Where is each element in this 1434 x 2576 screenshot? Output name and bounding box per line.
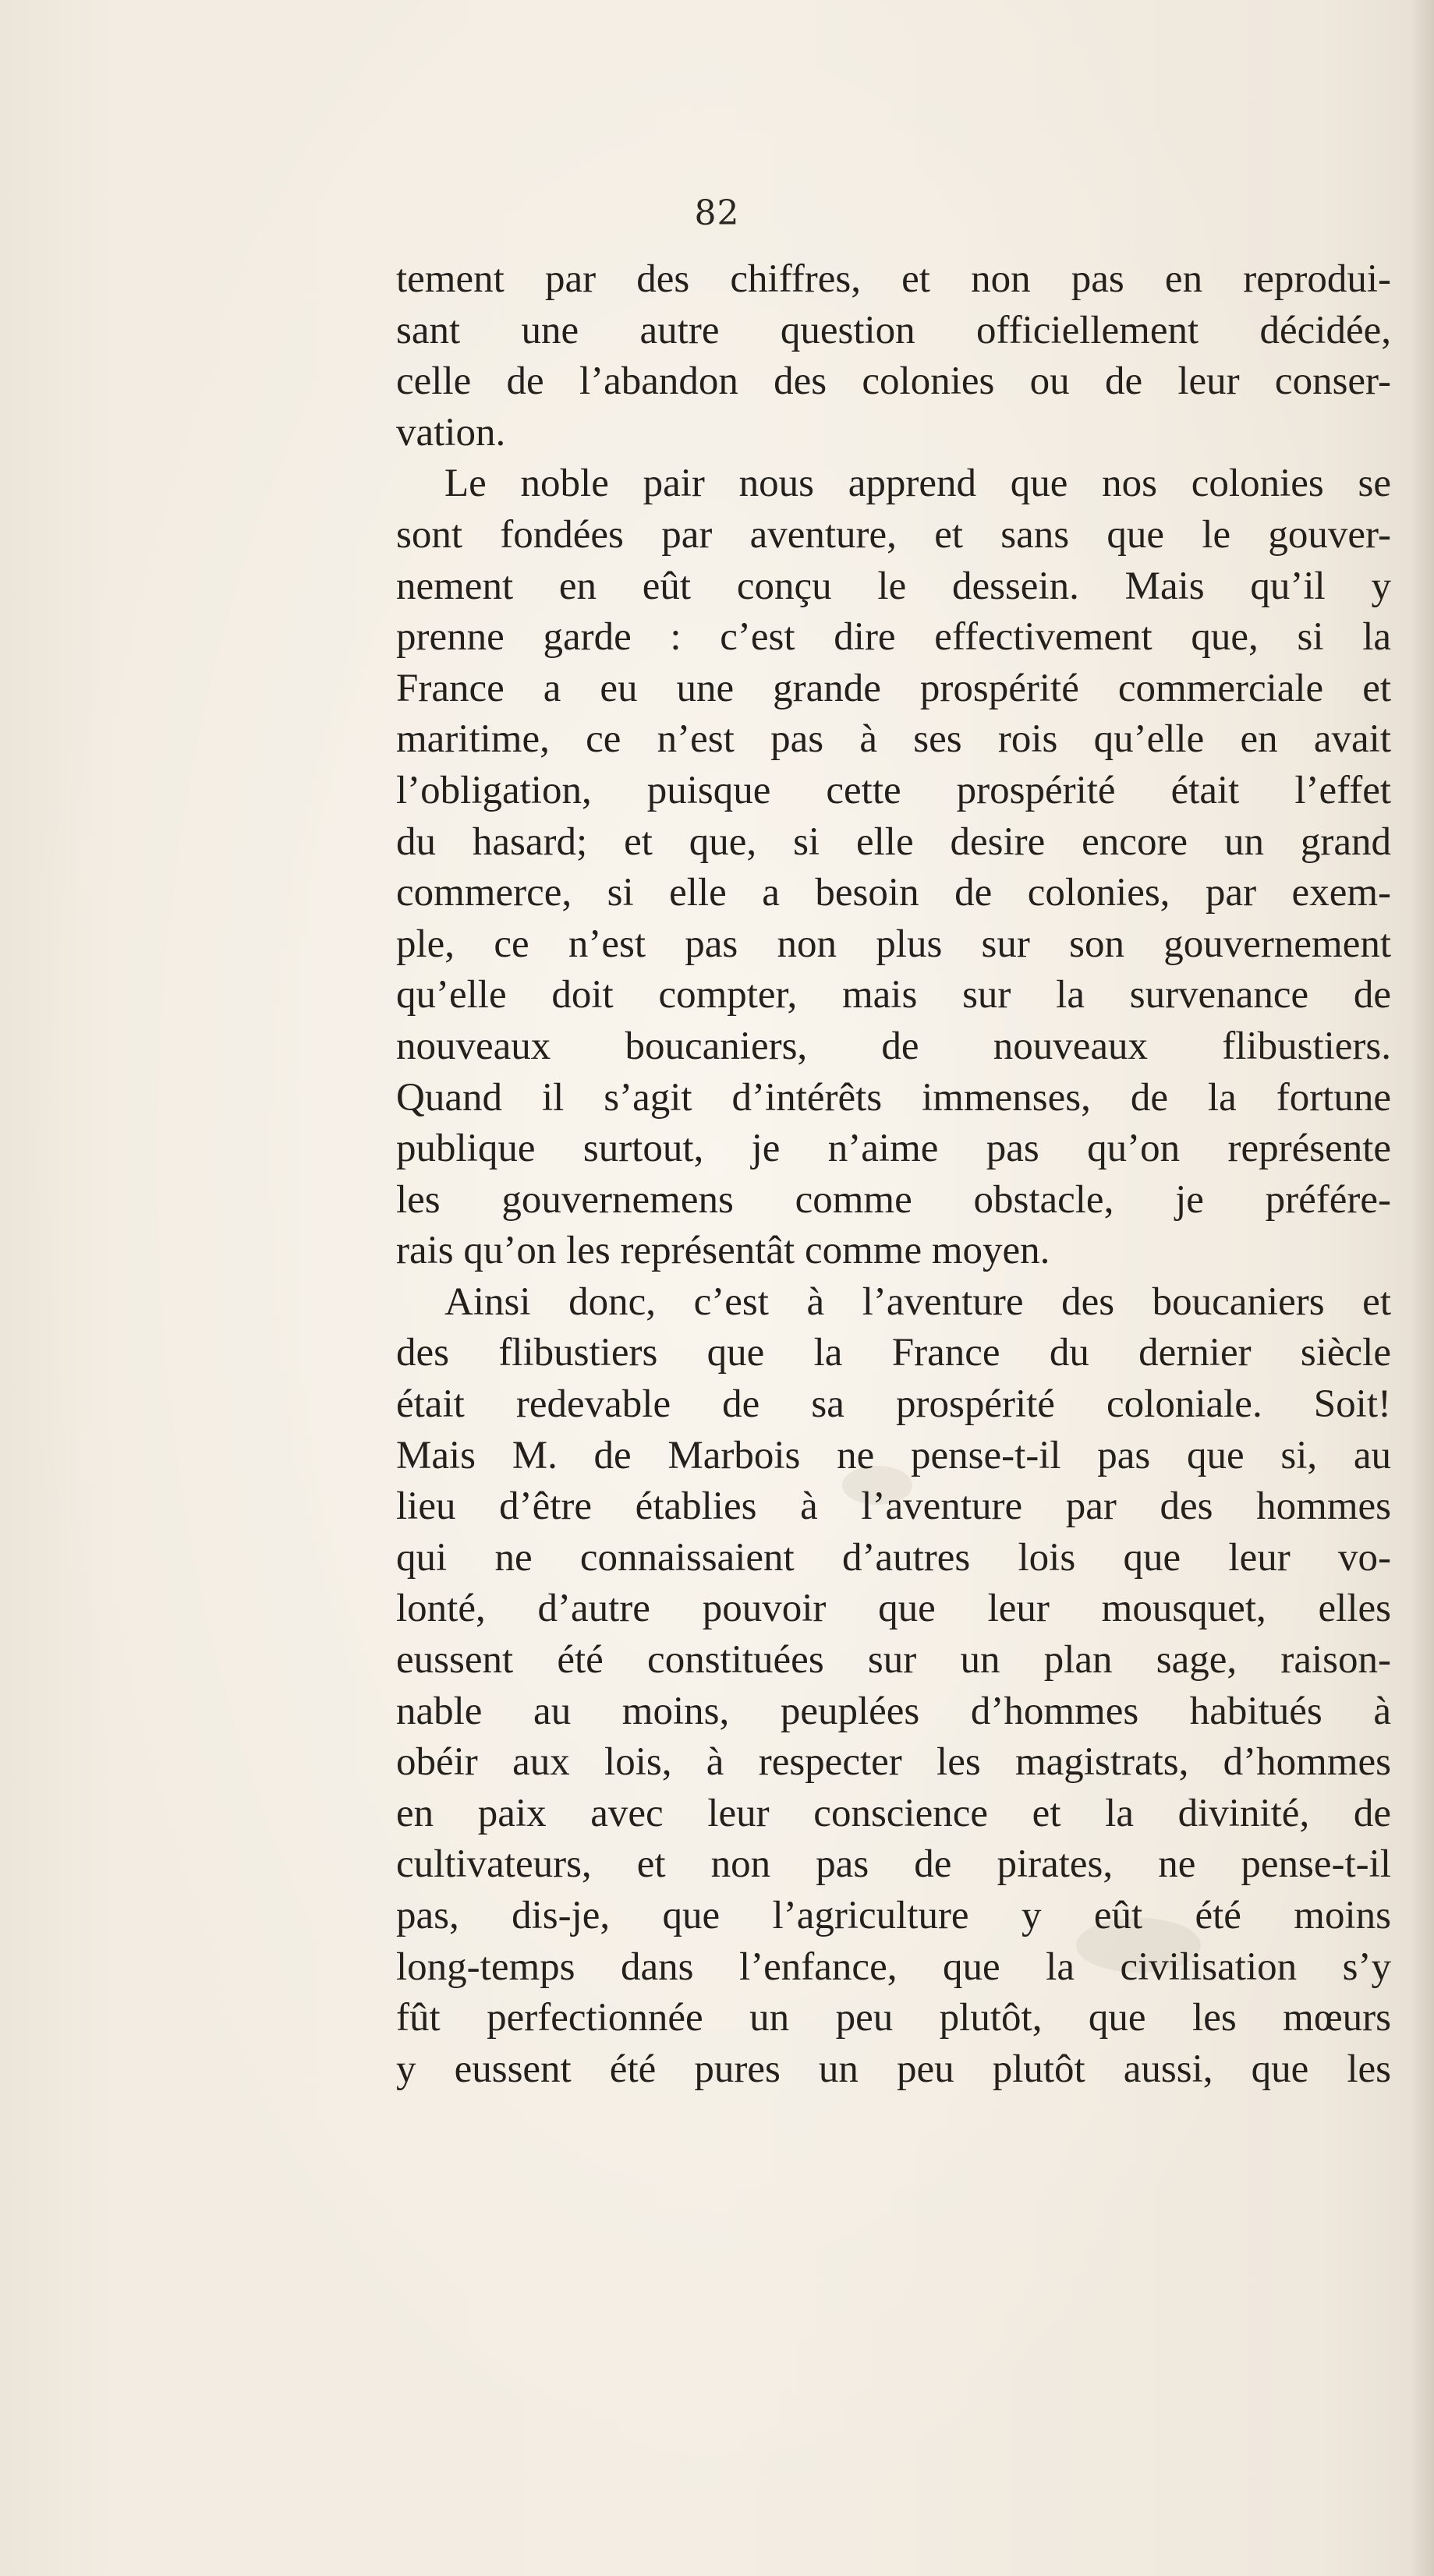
text-line: les gouvernemens comme obstacle, je préfére- xyxy=(396,1177,1391,1222)
text-line: fût perfectionnée un peu plutôt, que les mœurs xyxy=(396,1996,1391,2040)
text-line: du hasard; et que, si elle desire encore un grand xyxy=(396,819,1391,864)
text-line: lonté, d’autre pouvoir que leur mousquet, elles xyxy=(396,1587,1391,1631)
text-line: publique surtout, je n’aime pas qu’on représente xyxy=(396,1127,1391,1171)
text-line: obéir aux lois, à respecter les magistrats, d’hommes xyxy=(396,1740,1391,1785)
text-line: eussent été constituées sur un plan sage, raison- xyxy=(396,1638,1391,1683)
text-line: Mais M. de Marbois ne pense-t-il pas que si, au xyxy=(396,1433,1391,1477)
page-number: 82 xyxy=(694,193,740,233)
text-line: l’obligation, puisque cette prospérité était l’effet xyxy=(396,768,1391,812)
text-line: rais qu’on les représentât comme moyen. xyxy=(396,1229,1050,1273)
text-line: sont fondées par aventure, et sans que le gouver- xyxy=(396,512,1391,557)
text-line: Le noble pair nous apprend que nos colonies se xyxy=(444,462,1391,506)
text-line: maritime, ce n’est pas à ses rois qu’elle en avait xyxy=(396,717,1391,762)
text-line: vation. xyxy=(396,410,506,455)
text-line: commerce, si elle a besoin de colonies, par exem- xyxy=(396,871,1391,915)
text-line: des flibustiers que la France du dernier siècle xyxy=(396,1331,1391,1375)
text-line: prenne garde : c’est dire effectivement que, si la xyxy=(396,615,1391,660)
text-line: pas, dis-je, que l’agriculture y eût été moins xyxy=(396,1894,1391,1937)
text-line: sant une autre question officiellement décidée, xyxy=(396,308,1391,352)
text-line: celle de l’abandon des colonies ou de leur conser- xyxy=(396,359,1391,404)
text-line: qui ne connaissaient d’autres lois que leur vo- xyxy=(396,1535,1391,1580)
text-line: France a eu une grande prospérité commerciale et xyxy=(396,666,1391,710)
text-line: nouveaux boucaniers, de nouveaux flibustiers. xyxy=(396,1024,1391,1068)
text-line: qu’elle doit compter, mais sur la survenance de xyxy=(396,973,1391,1017)
text-line: en paix avec leur conscience et la divinité, de xyxy=(396,1791,1391,1835)
text-line: long-temps dans l’enfance, que la civilisation s’y xyxy=(396,1944,1391,1989)
page-edge-shadow xyxy=(1411,0,1434,2576)
text-line: lieu d’être établies à l’aventure par des hommes xyxy=(396,1484,1391,1529)
text-line: nement en eût conçu le dessein. Mais qu’il y xyxy=(396,564,1391,608)
text-line: était redevable de sa prospérité coloniale. Soit! xyxy=(396,1382,1391,1427)
text-line: Quand il s’agit d’intérêts immenses, de la fortune xyxy=(396,1075,1391,1120)
text-line: ple, ce n’est pas non plus sur son gouvernement xyxy=(396,922,1391,966)
body-text xyxy=(396,254,1391,2095)
text-line: nable au moins, peuplées d’hommes habitués à xyxy=(396,1689,1391,1733)
text-line: cultivateurs, et non pas de pirates, ne pense-t-il xyxy=(396,1842,1391,1887)
text-line: Ainsi donc, c’est à l’aventure des boucaniers et xyxy=(444,1279,1391,1324)
text-line: tement par des chiffres, et non pas en reprodui- xyxy=(396,257,1391,301)
text-line: y eussent été pures un peu plutôt aussi, que les xyxy=(396,2047,1391,2091)
